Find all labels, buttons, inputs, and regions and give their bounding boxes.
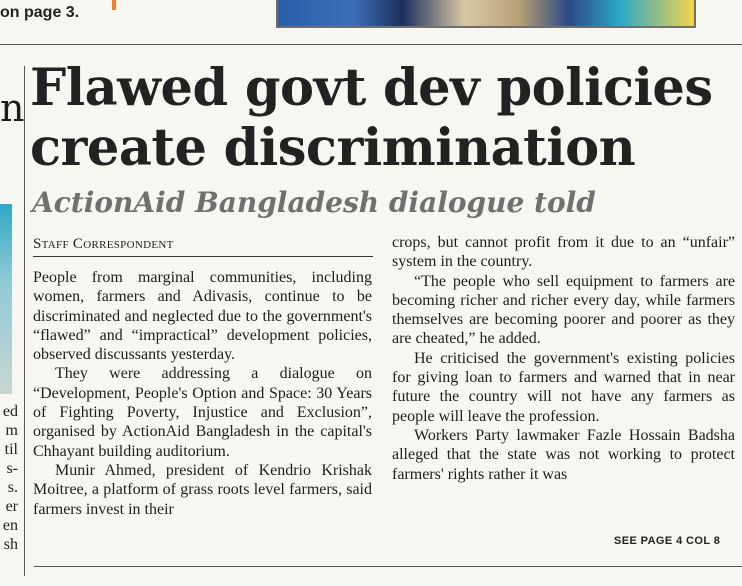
jump-line: SEE PAGE 4 COL 8: [614, 535, 721, 547]
adjacent-line-fragment: s-: [6, 460, 18, 477]
column-divider: [24, 66, 25, 576]
article-headline: [30, 58, 742, 178]
adjacent-line-fragment: til: [4, 441, 18, 458]
body-paragraph: crops, but cannot profit from it due to an “unfair” system in the country.: [392, 234, 735, 271]
continued-note: on page 3.: [0, 4, 80, 21]
adjacent-headline-fragment: n: [0, 86, 25, 130]
byline: Staff Correspondent: [33, 236, 174, 252]
body-paragraph: People from marginal communities, including women, farmers and Adivasis, continue to be discriminated and neglected due to the government's “flawed” and “impractical” development policies, observed discussants yesterday.: [33, 269, 372, 364]
top-divider: [0, 44, 742, 45]
body-paragraph: Workers Party lawmaker Fazle Hossain Badsha alleged that the state was not working to protect farmers' rights rather it was: [392, 426, 735, 483]
adjacent-line-fragment: ed: [2, 403, 18, 420]
body-column-2: [392, 233, 735, 484]
adjacent-photo-fragment: [0, 204, 12, 394]
adjacent-line-fragment: m: [5, 422, 18, 439]
adjacent-line-fragment: sh: [3, 536, 18, 553]
top-photo: [276, 0, 696, 28]
body-column-1: [33, 268, 372, 519]
accent-bar: [112, 0, 116, 10]
body-paragraph: “The people who sell equipment to farmers are becoming richer and richer every day, while farmers themselves are becoming poorer and poorer as they are cheated,” he added.: [392, 272, 735, 348]
adjacent-line-fragment: s.: [7, 479, 18, 496]
adjacent-article-fragment: [0, 46, 25, 586]
headline-line-1: Flawed govt dev policies: [30, 58, 713, 118]
body-paragraph: He criticised the government's existing policies for giving loan to farmers and warned that in near future the country will not have any farmers as people will leave the profession.: [392, 349, 735, 425]
article-subheadline: ActionAid Bangladesh dialogue told: [32, 186, 596, 219]
bottom-divider: [34, 566, 742, 567]
body-paragraph: Munir Ahmed, president of Kendrio Krishak Moitree, a platform of grass roots level farmers, said farmers invest in their: [33, 461, 372, 518]
body-paragraph: They were addressing a dialogue on “Development, People's Option and Space: 30 Years of Fighting Poverty, Injustice and Exclusion”, organised by ActionAid Bangladesh in the capital's Chhayant building auditorium.: [33, 365, 372, 460]
byline-divider: [33, 256, 373, 257]
adjacent-line-fragment: er: [5, 498, 18, 515]
adjacent-line-fragment: en: [2, 517, 18, 534]
headline-line-2: create discrimination: [30, 118, 636, 178]
